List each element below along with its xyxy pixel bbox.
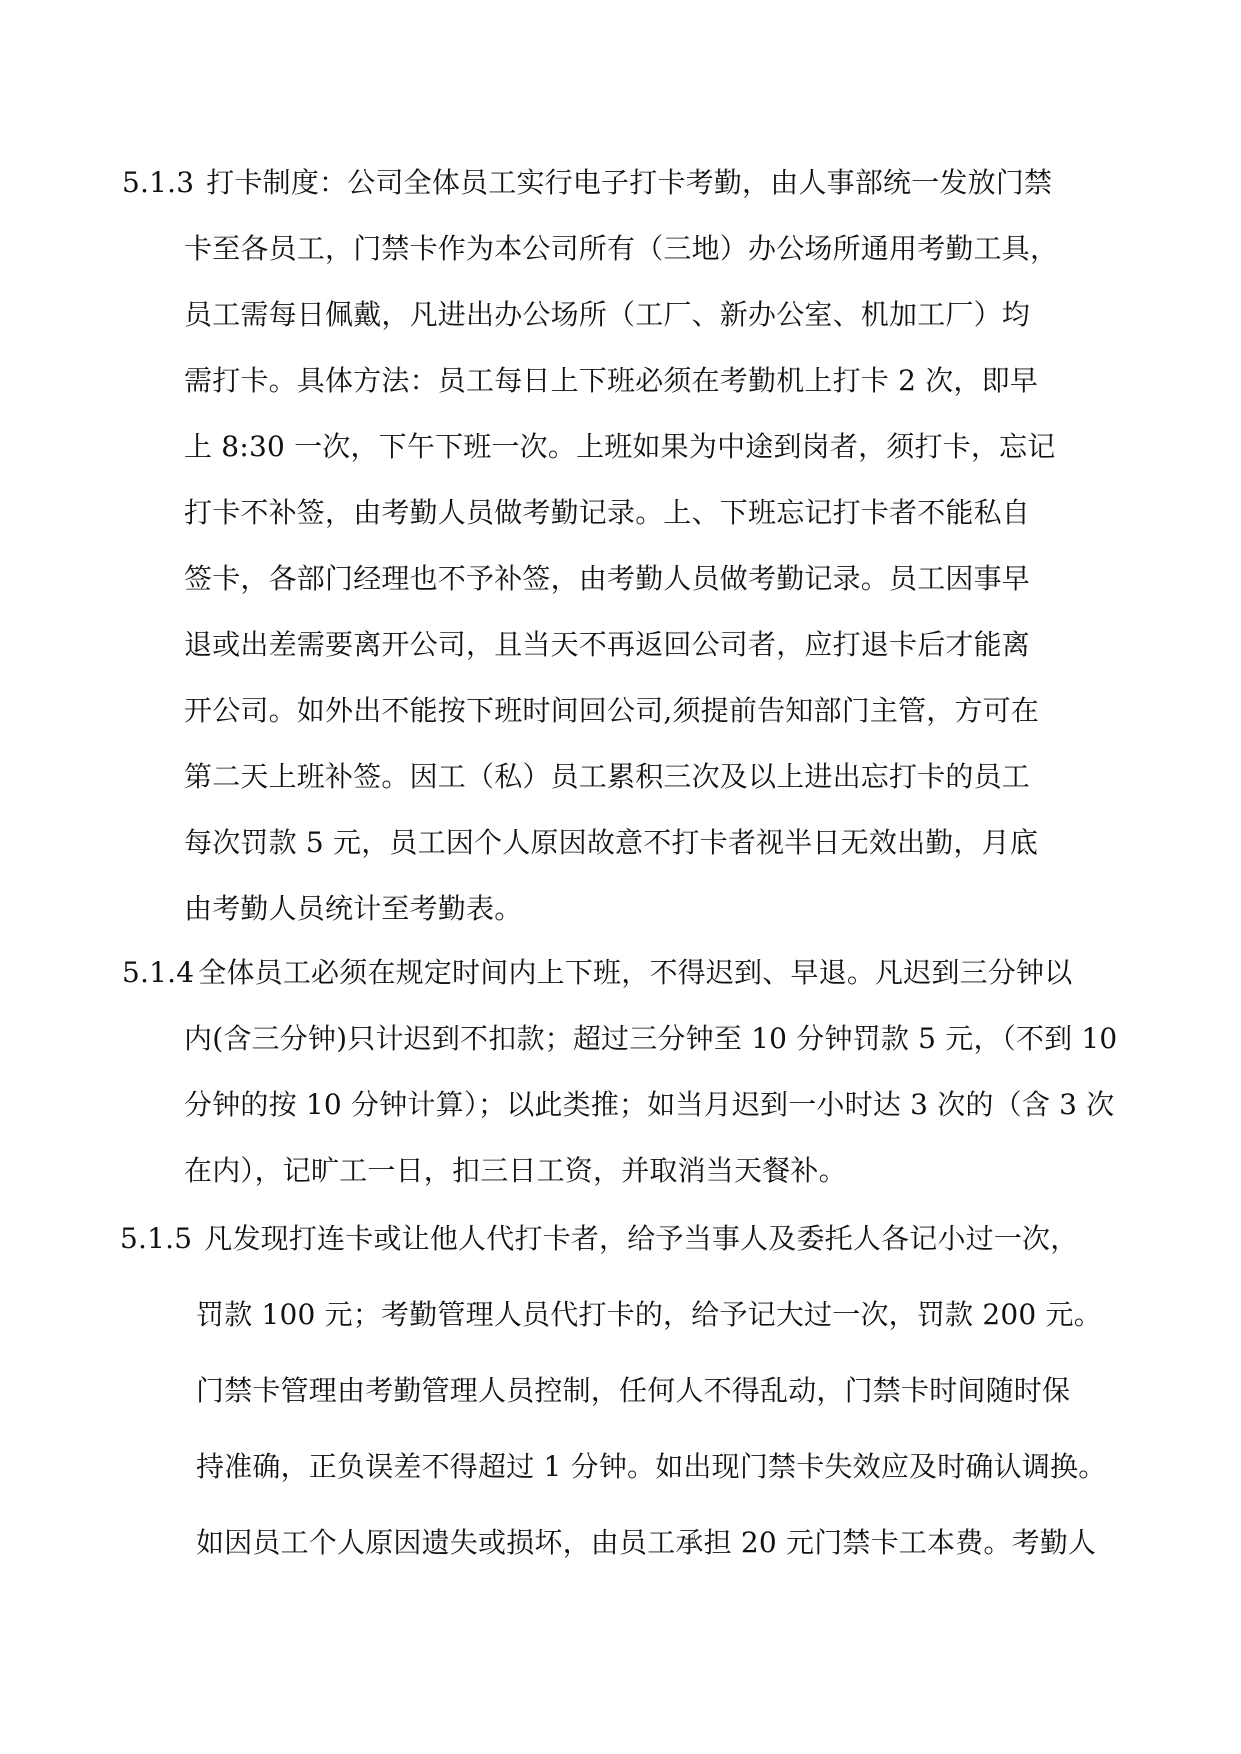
paragraph-line: 罚款 100 元；考勤管理人员代打卡的，给予记大过一次，罚款 200 元。 <box>196 1298 1102 1331</box>
paragraph-line: 每次罚款 5 元，员工因个人原因故意不打卡者视半日无效出勤，月底 <box>184 826 1039 859</box>
paragraph-text: 全体员工必须在规定时间内上下班，不得迟到、早退。凡迟到三分钟以 <box>198 956 1073 989</box>
paragraph-line: 退或出差需要离开公司，且当天不再返回公司者，应打退卡后才能离 <box>184 628 1031 661</box>
paragraph-line: 第二天上班补签。因工（私）员工累积三次及以上进出忘打卡的员工 <box>184 760 1031 793</box>
paragraph-line: 在内），记旷工一日，扣三日工资，并取消当天餐补。 <box>184 1154 847 1187</box>
paragraph-line: 员工需每日佩戴，凡进出办公场所（工厂、新办公室、机加工厂）均 <box>184 298 1031 331</box>
section-5-1-5-line-1 <box>120 1222 1078 1256</box>
paragraph-line: 由考勤人员统计至考勤表。 <box>184 892 523 925</box>
paragraph-line: 卡至各员工，门禁卡作为本公司所有（三地）办公场所通用考勤工具， <box>184 232 1059 265</box>
paragraph-line: 持准确，正负误差不得超过 1 分钟。如出现门禁卡失效应及时确认调换。 <box>196 1450 1107 1483</box>
section-number: 5.1.4 <box>122 956 195 989</box>
section-5-1-4-line-1 <box>122 956 1072 990</box>
paragraph-text: 凡发现打连卡或让他人代打卡者，给予当事人及委托人各记小过一次， <box>204 1222 1079 1255</box>
section-number: 5.1.5 <box>120 1222 193 1255</box>
paragraph-line: 签卡，各部门经理也不予补签，由考勤人员做考勤记录。员工因事早 <box>184 562 1031 595</box>
paragraph-line: 分钟的按 10 分钟计算）；以此类推；如当月迟到一小时达 3 次的（含 3 次 <box>184 1088 1115 1121</box>
paragraph-text: 打卡制度：公司全体员工实行电子打卡考勤，由人事部统一发放门禁 <box>206 166 1053 199</box>
section-number: 5.1.3 <box>122 166 195 199</box>
paragraph-line: 上 8:30 一次，下午下班一次。上班如果为中途到岗者，须打卡，忘记 <box>184 430 1056 463</box>
paragraph-line: 需打卡。具体方法：员工每日上下班必须在考勤机上打卡 2 次，即早 <box>184 364 1039 397</box>
paragraph-line: 门禁卡管理由考勤管理人员控制，任何人不得乱动，门禁卡时间随时保 <box>196 1374 1071 1407</box>
paragraph-line: 如因员工个人原因遗失或损坏，由员工承担 20 元门禁卡工本费。考勤人 <box>196 1526 1097 1559</box>
paragraph-line: 内(含三分钟)只计迟到不扣款；超过三分钟至 10 分钟罚款 5 元，（不到 10 <box>184 1022 1118 1055</box>
paragraph-line: 打卡不补签，由考勤人员做考勤记录。上、下班忘记打卡者不能私自 <box>184 496 1031 529</box>
paragraph-line: 开公司。如外出不能按下班时间回公司,须提前告知部门主管，方可在 <box>184 694 1040 727</box>
section-5-1-3-line-1 <box>122 166 1052 200</box>
